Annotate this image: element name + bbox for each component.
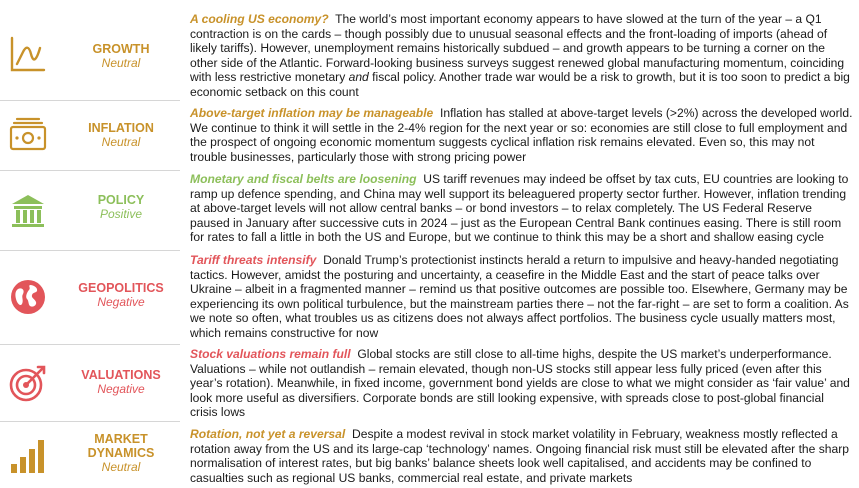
body-market-dynamics: Despite a modest revival in stock market volatility in February, weakness mostly reflected a rotation away from the US and its large-cap ‘technology’ names. Ongoing financial risk must still be elevated after the sharp normalisation of interest rates, but big banks’ balance sheets look well capitalised, and accidents may be confined to casualties such as regional US banks, commercial real estate, and private markets <box>190 427 849 485</box>
body-growth: The world’s most important economy appears to have slowed at the turn of the year – a Q1 contraction is on the cards – though possibly due to unusual seasonal effects and the front-loading of imports (ahead of likely tariffs). However, unemployment remains historically subdued – and growth appears to be turning a corner on the other side of the Atlantic. Forward-looking business surveys suggest renewed global manufacturing momentum, coinciding with less restrictive monetary <box>190 12 845 85</box>
row-market-dynamics <box>0 422 859 488</box>
status-growth: Neutral <box>101 56 141 70</box>
row-valuations <box>0 345 859 420</box>
status-market-dynamics: Neutral <box>101 460 141 474</box>
row-inflation-text <box>190 106 854 164</box>
row-geopolitics-text <box>190 253 854 341</box>
body-growth-emphasis: and <box>348 70 369 85</box>
row-inflation-left <box>0 101 180 169</box>
row-geopolitics <box>0 251 859 343</box>
bar-chart-icon <box>8 436 48 476</box>
row-policy <box>0 171 859 249</box>
status-geopolitics: Negative <box>97 295 145 309</box>
category-label-policy: POLICY Positive <box>62 193 180 221</box>
body-valuations: Global stocks are still close to all-time highs, despite the US market’s underperformance. Valuations – while not outlandish – remain elevated, though non-US stocks still appear less fully priced (even after this year’s rotation). Meanwhile, in fixed income, government bond yields are close to what we might consider as ‘fair value’ and look more useful as diversifiers. Corporate bonds are still looking expensive, with spreads close to post-global financial crisis lows <box>190 347 850 420</box>
headline-market-dynamics: Rotation, not yet a reversal <box>190 427 346 441</box>
headline-policy: Monetary and fiscal belts are loosening <box>190 172 417 186</box>
row-valuations-text <box>190 347 854 420</box>
bank-building-icon <box>8 191 48 231</box>
headline-valuations: Stock valuations remain full <box>190 347 351 361</box>
row-geopolitics-left <box>0 251 180 343</box>
row-valuations-left <box>0 345 180 420</box>
category-label-valuations: VALUATIONS Negative <box>62 368 180 396</box>
headline-geopolitics: Tariff threats intensify <box>190 253 317 267</box>
body-geopolitics: Donald Trump’s protectionist instincts herald a return to impulsive and heavy-handed negotiating tactics. However, amidst the posturing and uncertainty, a ceasefire in the Middle East and the start of peace talks over Ukraine – albeit in a fragmented manner – remind us that positive outcomes are possible too. Elsewhere, Germany may be experiencing its own political turbulence, but the mainstream parties there – not the far-right – are set to form a coalition. As we note so often, what troubles us as citizens does not always affect portfolios. The business cycle usually matters most, which remains constructive for now <box>190 253 849 340</box>
row-growth-text <box>190 12 854 100</box>
category-label-geopolitics: GEOPOLITICS Negative <box>62 281 180 309</box>
target-icon <box>8 363 48 403</box>
row-growth-left <box>0 0 180 98</box>
row-growth <box>0 0 859 98</box>
banknote-icon <box>8 115 48 155</box>
row-policy-left <box>0 171 180 249</box>
category-label-market-dynamics: MARKET DYNAMICS Neutral <box>62 432 180 474</box>
status-inflation: Neutral <box>101 135 141 149</box>
row-market-dynamics-left <box>0 422 180 488</box>
category-label-inflation: INFLATION Neutral <box>62 121 180 149</box>
growth-chart-icon <box>8 34 48 74</box>
category-label-growth: GROWTH Neutral <box>62 42 180 70</box>
body-policy: US tariff revenues may indeed be offset by tax cuts, EU countries are looking to ramp up defence spending, and China may well support its beleaguered property sector further. However, inflation trending at above-target levels will not allow central banks – or bond investors – to relax completely. The US Federal Reserve paused in January after successive cuts in 2024 – just as the European Central Bank continues easing. There is still room for rates to fall a little in both the US and Europe, but we continue to think this may be a short and shallow easing cycle <box>190 172 849 245</box>
headline-growth: A cooling US economy? <box>190 12 329 26</box>
row-inflation <box>0 101 859 169</box>
headline-inflation: Above-target inflation may be manageable <box>190 106 434 120</box>
globe-icon <box>8 277 48 317</box>
status-valuations: Negative <box>97 382 145 396</box>
status-policy: Positive <box>99 207 143 221</box>
body-inflation: Inflation has stalled at above-target levels (>2%) across the developed world. We continue to think it will settle in the 2-4% region for the next year or so: economies are still close to full employment and the prospect of ongoing economic momentum suggests cyclical inflation risk remains elevated. Even so, this may not trouble businesses, particularly those with strong pricing power <box>190 106 853 164</box>
row-market-dynamics-text <box>190 427 854 485</box>
body-growth-end: fiscal policy. Another trade war would be a risk to growth, but it is too soon to predict a big economic setback on this count <box>190 70 850 99</box>
row-policy-text <box>190 172 854 245</box>
